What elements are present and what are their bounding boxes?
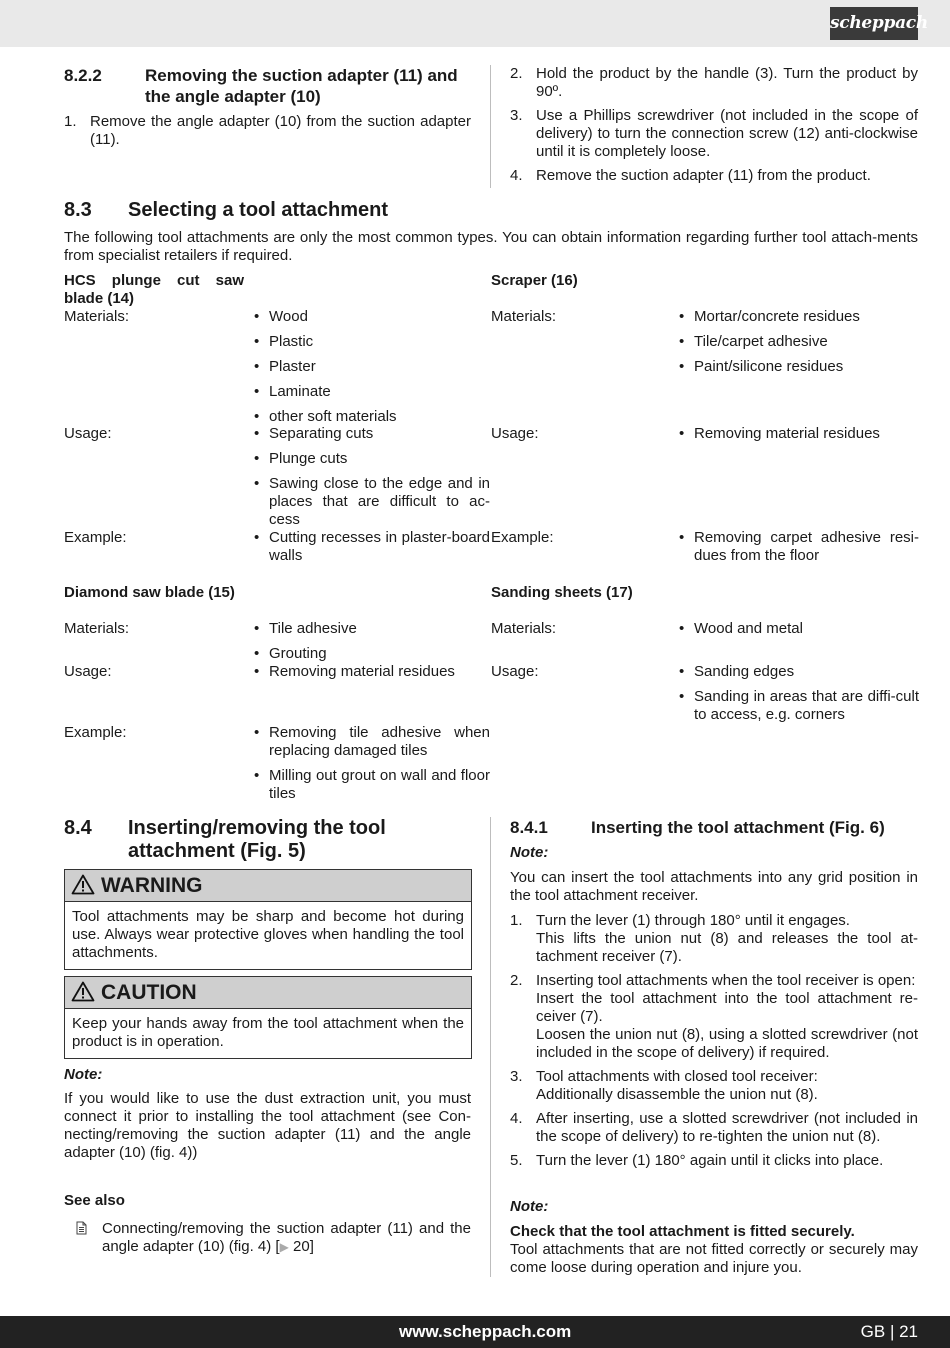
materials-label: Materials: xyxy=(491,308,557,325)
tool-usage-list xyxy=(254,425,490,536)
usage-label: Usage: xyxy=(64,425,112,442)
section-83-intro: The following tool attachments are only the most common types. You can obtain information regarding further tool attach-ments from specialist retailers if required. xyxy=(64,229,918,264)
note-label: Note: xyxy=(510,1198,549,1215)
note-label: Note: xyxy=(64,1066,103,1083)
see-also-label: See also xyxy=(64,1192,125,1209)
page-number: GB | 21 xyxy=(860,1322,918,1341)
page-reference-arrow-icon: ▶ xyxy=(279,1240,289,1254)
step-item xyxy=(510,107,918,161)
list-item: • Cutting recesses in plaster-board walls xyxy=(254,529,490,564)
tool-usage-list xyxy=(679,663,919,731)
list-item: • Removing material residues xyxy=(679,425,880,442)
list-item: • Tile adhesive xyxy=(254,620,357,637)
column-divider xyxy=(490,817,491,1277)
step-text: Remove the angle adapter (10) from the suction adapter (11). xyxy=(90,113,471,148)
list-item: • Plaster xyxy=(254,358,316,375)
section-84-title: Inserting/removing the tool attachment (Fig. 5) xyxy=(128,817,386,862)
tool-name: Sanding sheets (17) xyxy=(491,584,633,601)
step-number: 3. xyxy=(510,107,523,124)
materials-label: Materials: xyxy=(64,308,130,325)
warning-box xyxy=(64,869,472,970)
warning-triangle-icon xyxy=(71,873,95,904)
step-item: 2. Inserting tool attachments when the tool receiver is open: Insert the tool attachment into the tool attachment re-ceiver (7). Loosen the union nut (8), using a slotted screwdriver (not included in the scope of delivery) if required. xyxy=(510,972,918,1061)
step-item: 4. After inserting, use a slotted screwdriver (not included in the scope of delivery) to re-tighten the union nut (8). xyxy=(510,1110,918,1145)
step-text: Hold the product by the handle (3). Turn the product by 90º. xyxy=(536,65,918,100)
list-item: • Grouting xyxy=(254,645,327,662)
list-item: • Laminate xyxy=(254,383,331,400)
list-item: • Wood xyxy=(254,308,308,325)
caution-triangle-icon xyxy=(71,980,95,1011)
note-text: If you would like to use the dust extraction unit, you must connect it prior to installing the tool attachment (see Con-necting/removing the suction adapter (11) and the angle adapter (10) (fig. 4)) xyxy=(64,1090,471,1161)
list-item: • Paint/silicone residues xyxy=(679,358,844,375)
list-item: • Wood and metal xyxy=(679,620,803,637)
section-83-number: 8.3 xyxy=(64,199,92,221)
section-83-title: Selecting a tool attachment xyxy=(128,199,389,221)
list-item: • Sanding edges xyxy=(679,663,795,680)
scheppach-logo: scheppach xyxy=(830,7,918,40)
example-label: Example: xyxy=(64,724,127,741)
section-822-heading xyxy=(64,65,474,107)
example-label: Example: xyxy=(491,529,554,546)
footer-bar xyxy=(0,1316,950,1348)
caution-text: Keep your hands away from the tool attachment when the product is in operation. xyxy=(72,1015,464,1050)
warning-title: WARNING xyxy=(101,874,203,897)
list-item: • Tile/carpet adhesive xyxy=(679,333,828,350)
list-item: • Removing tile adhesive when replacing damaged tiles xyxy=(254,724,490,759)
list-item: • Removing material residues xyxy=(254,663,455,680)
step-number: 2. xyxy=(510,65,523,82)
tool-name: Diamond saw blade (15) xyxy=(64,584,235,601)
note-label: Note: xyxy=(510,844,549,861)
warning-text: Tool attachments may be sharp and become hot during use. Always wear protective gloves when handling the tool attachments. xyxy=(72,908,464,961)
step-item xyxy=(510,65,918,101)
tool-example-list xyxy=(679,529,919,572)
section-84-number: 8.4 xyxy=(64,817,92,839)
tool-usage-list xyxy=(254,663,490,688)
tool-example-list xyxy=(254,724,490,810)
tool-example-list xyxy=(254,529,490,572)
tool-name: HCS plunge cut saw blade (14) xyxy=(64,272,244,307)
step-item: 5. Turn the lever (1) 180° again until it clicks into place. xyxy=(510,1152,884,1169)
warning-header xyxy=(65,870,471,902)
example-label: Example: xyxy=(64,529,127,546)
header-bar xyxy=(0,0,950,47)
step-item xyxy=(64,113,471,149)
section-841-heading xyxy=(510,817,920,838)
caution-box xyxy=(64,976,472,1059)
list-item: • Separating cuts xyxy=(254,425,374,442)
step-number: 1. xyxy=(64,113,77,130)
list-item: • Removing carpet adhesive resi-dues from the floor xyxy=(679,529,919,564)
section-822-steps-right xyxy=(510,65,918,191)
caution-title: CAUTION xyxy=(101,981,197,1004)
step-item xyxy=(510,167,918,185)
step-item: 3. Tool attachments with closed tool receiver: Additionally disassemble the union nut (8). xyxy=(510,1068,818,1103)
note-text: You can insert the tool attachments into any grid position in the tool attachment receiver. xyxy=(510,869,918,904)
list-item: • Sawing close to the edge and in places that are difficult to ac-cess xyxy=(254,475,490,528)
section-822-number: 8.2.2 xyxy=(64,66,102,85)
list-item: • Plastic xyxy=(254,333,314,350)
list-item: • other soft materials xyxy=(254,408,397,425)
list-item: • Milling out grout on wall and floor tiles xyxy=(254,767,490,802)
section-83-heading xyxy=(64,199,564,222)
section-841-steps xyxy=(510,912,918,1176)
section-822-steps-left xyxy=(64,113,471,155)
note-bold-text: Check that the tool attachment is fitted securely. xyxy=(510,1223,855,1240)
section-84-heading xyxy=(64,817,474,863)
section-841-title: Inserting the tool attachment (Fig. 6) xyxy=(591,818,885,837)
note-text: Tool attachments that are not fitted correctly or securely may come loose during operation and injure you. xyxy=(510,1241,918,1276)
tool-materials-list xyxy=(254,308,490,433)
tool-materials-list xyxy=(679,308,919,383)
step-number: 4. xyxy=(510,167,523,184)
column-divider xyxy=(490,65,491,188)
section-841-number: 8.4.1 xyxy=(510,818,548,837)
website-link[interactable]: www.scheppach.com xyxy=(399,1322,572,1341)
section-822-title: Removing the suction adapter (11) and the angle adapter (10) xyxy=(145,66,458,106)
usage-label: Usage: xyxy=(64,663,112,680)
step-item: 1. Turn the lever (1) through 180° until it engages. This lifts the union nut (8) and releases the tool at-tachment receiver (7). xyxy=(510,912,918,965)
step-text: Remove the suction adapter (11) from the product. xyxy=(536,167,871,184)
list-item: • Plunge cuts xyxy=(254,450,348,467)
materials-label: Materials: xyxy=(491,620,557,637)
usage-label: Usage: xyxy=(491,663,539,680)
document-icon xyxy=(76,1221,87,1240)
usage-label: Usage: xyxy=(491,425,539,442)
see-also-link[interactable]: Connecting/removing the suction adapter (11) and the angle adapter (10) (fig. 4) [▶ 20] xyxy=(102,1220,471,1255)
tool-materials-list xyxy=(679,620,919,645)
tool-usage-list xyxy=(679,425,919,450)
step-text: Use a Phillips screwdriver (not included in the scope of delivery) to turn the connection screw (12) anti-clockwise until it is completely loose. xyxy=(536,107,918,160)
caution-header xyxy=(65,977,471,1009)
tool-name: Scraper (16) xyxy=(491,272,578,289)
materials-label: Materials: xyxy=(64,620,130,637)
list-item: • Sanding in areas that are diffi-cult to access, e.g. corners xyxy=(679,688,919,723)
list-item: • Mortar/concrete residues xyxy=(679,308,860,325)
